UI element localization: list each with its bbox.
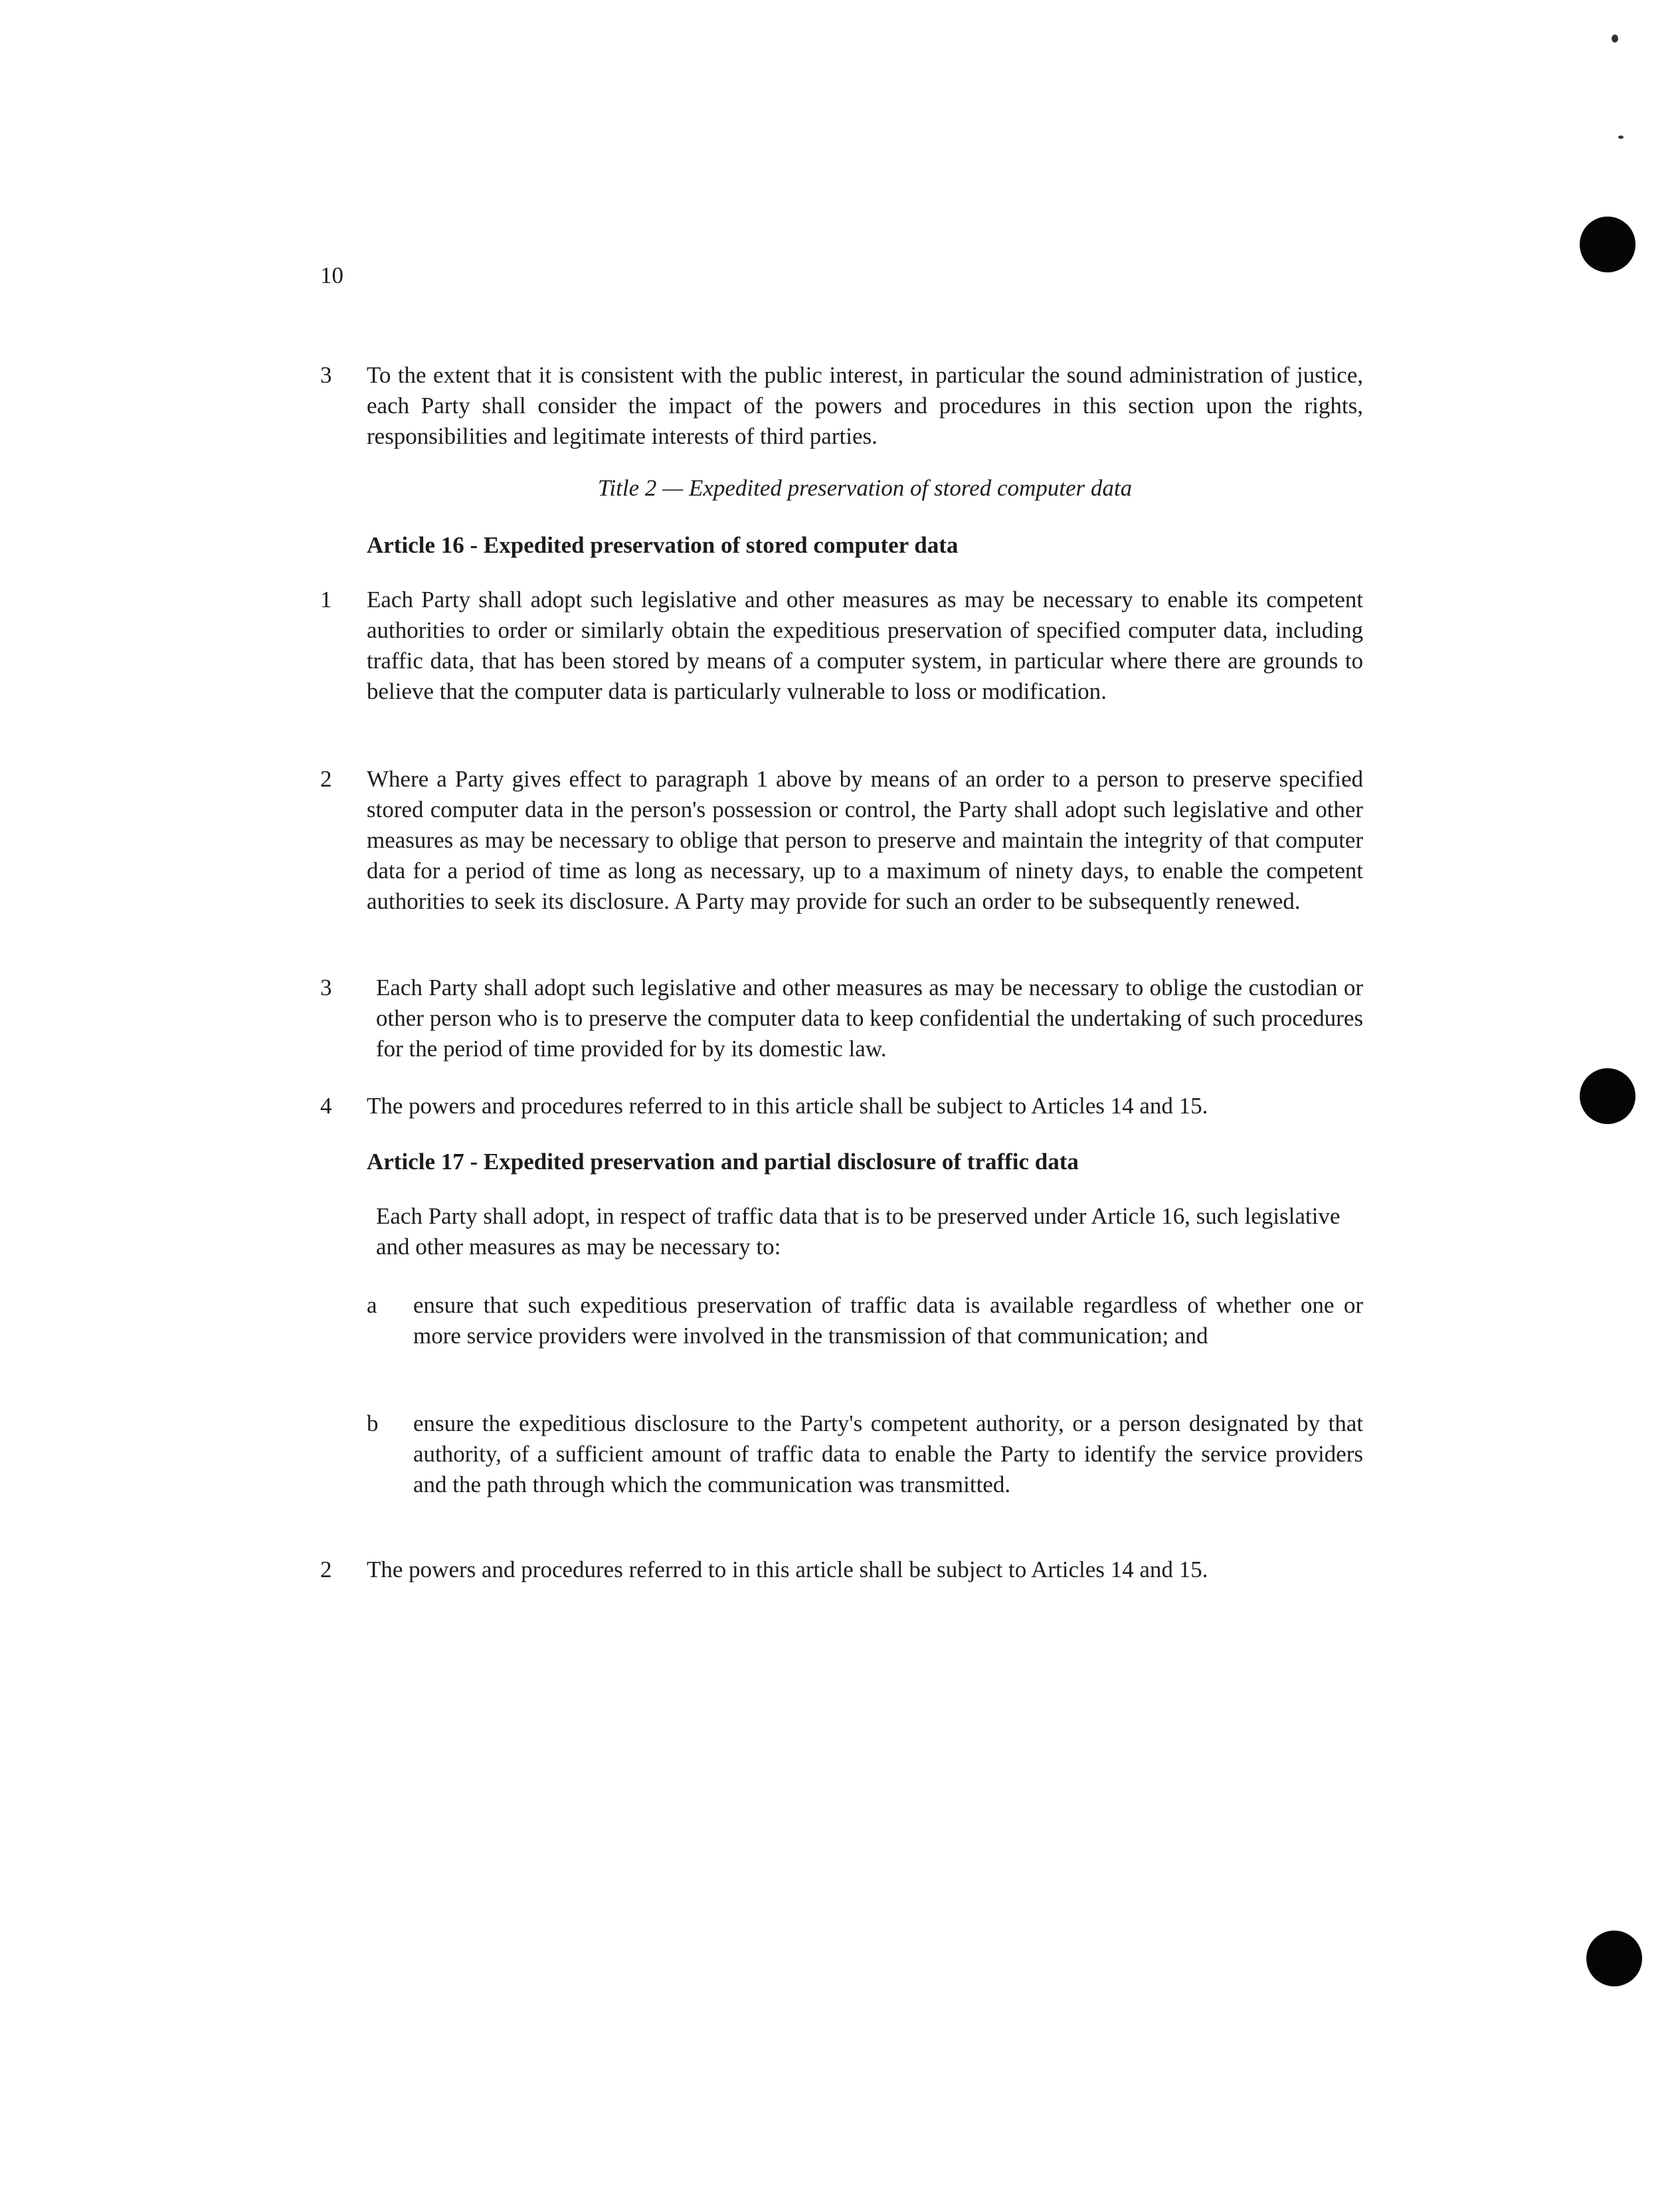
section-title: Title 2 — Expedited preservation of stored computer data: [597, 475, 1133, 501]
item-letter: b: [367, 1410, 379, 1436]
scan-speck: [1618, 136, 1624, 139]
paragraph-number: 3: [320, 975, 332, 1000]
article-16-paragraph-3: Each Party shall adopt such legislative and other measures as may be necessary to oblige the custodian or other person who is to preserve the computer data to keep confidential the undertaking of such procedures for the period of time provided for by its domestic law.: [376, 975, 1363, 1062]
article-16-paragraph-2: Where a Party gives effect to paragraph 1 above by means of an order to a person to preserve specified stored computer data in the person's possession or control, the Party shall adopt such legislative and other measures as may be necessary to oblige that person to preserve and maintain the integrity of that computer data for a period of time as long as necessary, up to a maximum of ninety days, to enable the competent authorities to seek its disclosure. A Party may provide for such an order to be subsequently renewed.: [367, 766, 1363, 914]
paragraph-number: 1: [320, 587, 332, 613]
item-letter: a: [367, 1292, 377, 1318]
article-16-heading: Article 16 - Expedited preservation of stored computer data: [367, 532, 959, 558]
page-number: 10: [320, 262, 343, 288]
punch-hole-bottom: [1586, 1931, 1642, 1986]
paragraph-number: 2: [320, 766, 332, 792]
paragraph-number: 3: [320, 362, 332, 388]
scan-speck: [1612, 35, 1618, 43]
article-17-item-a: ensure that such expeditious preservation of traffic data is available regardless of whether one or more service providers were involved in the transmission of that communication; and: [413, 1292, 1363, 1349]
paragraph-number: 4: [320, 1093, 332, 1119]
punch-hole-middle: [1580, 1068, 1635, 1124]
punch-hole-top: [1580, 217, 1635, 272]
intro-paragraph: To the extent that it is consistent with the public interest, in particular the sound administration of justice, each Party shall consider the impact of the powers and procedures in this section upon the rights, responsibilities and legitimate interests of third parties.: [367, 362, 1363, 449]
article-17-intro: Each Party shall adopt, in respect of traffic data that is to be preserved under Article 16, such legislative and other measures as may be necessary to:: [376, 1203, 1341, 1260]
article-16-paragraph-4: The powers and procedures referred to in this article shall be subject to Articles 14 and 15.: [367, 1093, 1208, 1119]
article-17-paragraph-2: The powers and procedures referred to in this article shall be subject to Articles 14 and 15.: [367, 1557, 1208, 1582]
article-17-item-b: ensure the expeditious disclosure to the Party's competent authority, or a person designated by that authority, of a sufficient amount of traffic data to enable the Party to identify the service providers and the path through which the communication was transmitted.: [413, 1410, 1363, 1497]
article-17-heading: Article 17 - Expedited preservation and partial disclosure of traffic data: [367, 1149, 1079, 1175]
article-16-paragraph-1: Each Party shall adopt such legislative and other measures as may be necessary to enable its competent authorities to order or similarly obtain the expeditious preservation of specified computer data, including traffic data, that has been stored by means of a computer system, in particular where there are grounds to believe that the computer data is particularly vulnerable to loss or modification.: [367, 587, 1363, 704]
paragraph-number: 2: [320, 1557, 332, 1582]
